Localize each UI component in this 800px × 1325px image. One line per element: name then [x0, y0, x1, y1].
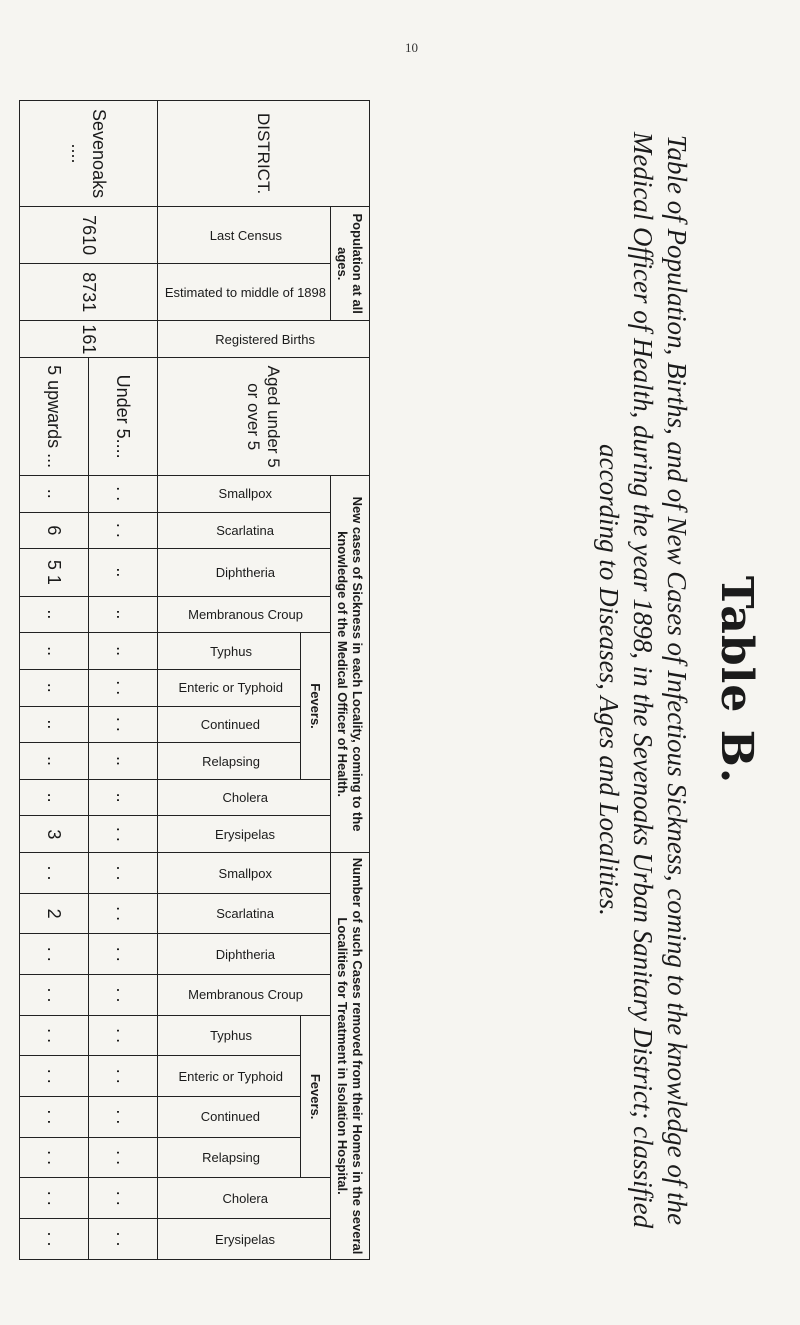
disease-header: Scarlatina [157, 512, 330, 549]
age-group-cell: 5 upwards ... [19, 358, 88, 476]
fever-type-header: Typhus [157, 1015, 301, 1056]
removed-cell: . . [19, 975, 88, 1016]
table-row [88, 101, 157, 1260]
new-case-cell: 5 1 [19, 549, 88, 596]
removed-cell: . . [19, 1219, 88, 1260]
disease-header: Smallpox [157, 853, 330, 894]
new-case-cell: .. [19, 596, 88, 633]
new-case-cell: . . [88, 475, 157, 512]
disease-header: Scarlatina [157, 893, 330, 934]
new-case-cell: .. [19, 475, 88, 512]
population-header: Population at all ages. [331, 207, 370, 321]
new-case-cell: . . [88, 706, 157, 743]
removed-cell: . . [88, 1015, 157, 1056]
removed-cell: . . [88, 1219, 157, 1260]
removed-cell: . . [19, 1178, 88, 1219]
new-case-cell: . . [88, 512, 157, 549]
fever-type-header: Typhus [157, 633, 301, 670]
fever-type-header: Relapsing [157, 1137, 301, 1178]
removed-cell: . . [88, 934, 157, 975]
new-case-cell: .. [88, 633, 157, 670]
new-case-cell: .. [88, 549, 157, 596]
disease-header: Diphtheria [157, 934, 330, 975]
removed-cell: . . [19, 1056, 88, 1097]
new-case-cell: .. [19, 743, 88, 780]
fever-type-header: Continued [157, 1097, 301, 1138]
new-case-cell: .. [88, 779, 157, 816]
disease-header: Membranous Croup [157, 975, 330, 1016]
removed-cell: . . [88, 1137, 157, 1178]
fever-type-header: Relapsing [157, 743, 301, 780]
fever-type-header: Enteric or Typhoid [157, 1056, 301, 1097]
removed-cell: . . [88, 893, 157, 934]
new-case-cell: .. [88, 596, 157, 633]
aged-header: Aged under 5 or over 5 [157, 358, 369, 476]
fever-type-header: Enteric or Typhoid [157, 669, 301, 706]
census-cell: 7610 [19, 207, 157, 264]
age-group-cell: Under 5.... [88, 358, 157, 476]
new-case-cell: .. [19, 779, 88, 816]
removed-cell: . . [19, 1097, 88, 1138]
new-case-cell: .. [19, 706, 88, 743]
new-case-cell: .. [19, 669, 88, 706]
district-header: DISTRICT. [157, 101, 369, 207]
removed-cell: . . [88, 853, 157, 894]
fever-type-header: Continued [157, 706, 301, 743]
fevers-header: Fevers. [301, 1015, 331, 1178]
disease-header: Diphtheria [157, 549, 330, 596]
births-header: Registered Births [157, 321, 369, 358]
new-cases-header: New cases of Sickness in each Locality, coming to the knowledge of the Medical Officer of Health. [331, 475, 370, 852]
removed-cell: 2 [19, 893, 88, 934]
new-case-cell: . . [88, 669, 157, 706]
removed-header: Number of such Cases removed from their Homes in the several Localities for Treatment in Isolation Hospital. [331, 853, 370, 1260]
removed-cell: . . [88, 1178, 157, 1219]
disease-header: Smallpox [157, 475, 330, 512]
disease-header: Cholera [157, 779, 330, 816]
removed-cell: . . [19, 934, 88, 975]
births-cell: 161 [19, 321, 157, 358]
disease-header: Erysipelas [157, 816, 330, 853]
page-number: 10 [405, 40, 418, 55]
statistics-table [19, 100, 370, 1260]
new-case-cell: . . [88, 816, 157, 853]
new-case-cell: .. [88, 743, 157, 780]
new-case-cell: 3 [19, 816, 88, 853]
disease-header: Cholera [157, 1178, 330, 1219]
removed-cell: . . [88, 975, 157, 1016]
removed-cell: . . [19, 1137, 88, 1178]
census-header: Last Census [157, 207, 330, 264]
district-cell: Sevenoaks .... [19, 101, 157, 207]
new-case-cell: .. [19, 633, 88, 670]
removed-cell: . . [19, 1015, 88, 1056]
removed-cell: . . [19, 853, 88, 894]
estimated-cell: 8731 [19, 264, 157, 321]
removed-cell: . . [88, 1056, 157, 1097]
table-title: Table B. [711, 575, 762, 785]
table-caption: Table of Population, Births, and of New Cases of Infectious Sickness, coming to the knowledge of the Medical Officer of Health, during the year 1898, in the Sevenoaks Urban Sanitary District; classified according to Diseases, Ages and Localities. [594, 131, 692, 1229]
rotated-page [40, 60, 780, 1300]
fevers-header: Fevers. [301, 633, 331, 780]
disease-header: Erysipelas [157, 1219, 330, 1260]
new-case-cell: 6 [19, 512, 88, 549]
estimated-header: Estimated to middle of 1898 [157, 264, 330, 321]
disease-header: Membranous Croup [157, 596, 330, 633]
removed-cell: . . [88, 1097, 157, 1138]
